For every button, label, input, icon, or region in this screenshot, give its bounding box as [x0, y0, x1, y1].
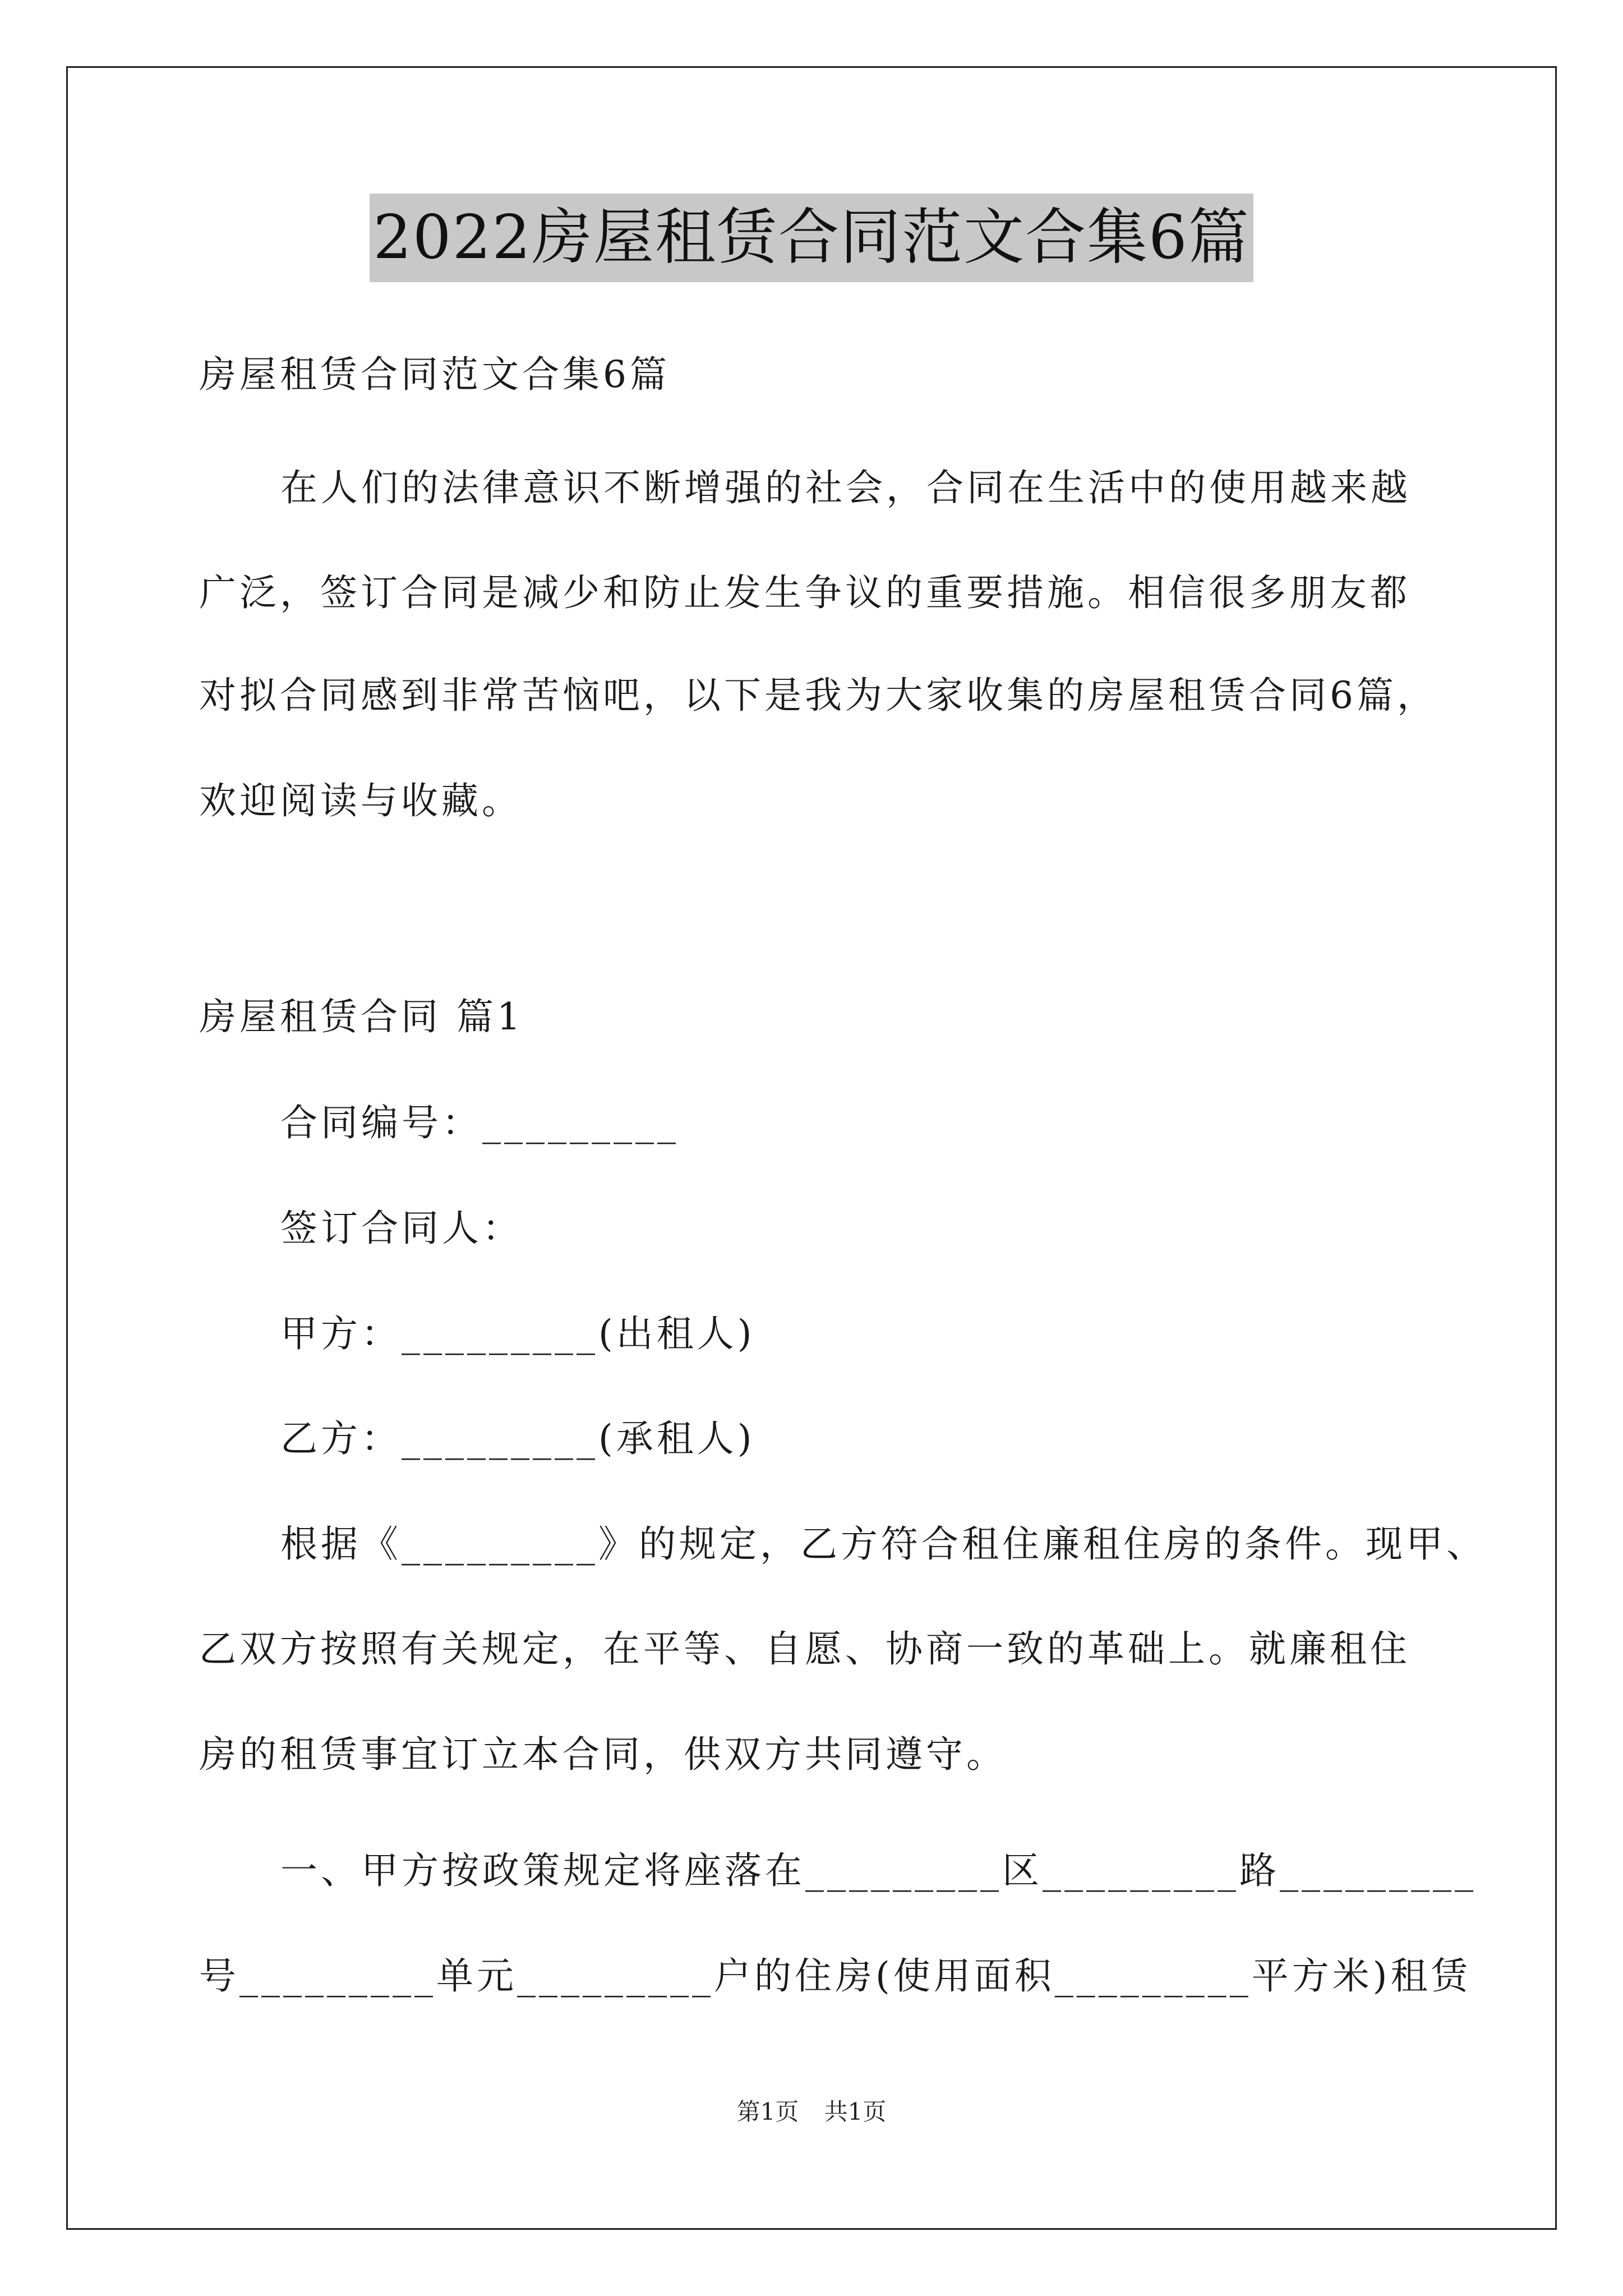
document-subtitle: 房屋租赁合同范文合集6篇 — [199, 353, 670, 396]
party-a: 甲方：_________(出租人) — [280, 1312, 755, 1355]
basis-line-1: 根据《_________》的规定，乙方符合租住廉租住房的条件。现甲、 — [280, 1522, 1487, 1566]
clause-one-line-1: 一、甲方按政策规定将座落在_________区_________路_________ — [280, 1849, 1477, 1892]
intro-line-3: 对拟合同感到非常苦恼吧，以下是我为大家收集的房屋租赁合同6篇， — [199, 674, 1437, 717]
clause-one-line-2: 号_________单元_________户的住房(使用面积_________平方米)租赁 — [199, 1954, 1472, 1998]
intro-line-2: 广泛，签订合同是减少和防止发生争议的重要措施。相信很多朋友都 — [199, 571, 1410, 614]
document-title: 2022房屋租赁合同范文合集6篇 — [370, 194, 1253, 282]
intro-line-1: 在人们的法律意识不断增强的社会，合同在生活中的使用越来越 — [280, 466, 1411, 509]
contract-number: 合同编号：_________ — [280, 1101, 679, 1144]
basis-line-2: 乙双方按照有关规定，在平等、自愿、协商一致的革础上。就廉租住 — [199, 1627, 1410, 1671]
section-heading: 房屋租赁合同 篇1 — [199, 995, 524, 1038]
page-total: 共1页 — [824, 2098, 887, 2125]
title-container — [0, 194, 1623, 282]
party-b: 乙方：_________(承租人) — [280, 1417, 755, 1460]
signing-parties: 签订合同人： — [280, 1207, 523, 1250]
intro-line-4: 欢迎阅读与收藏。 — [199, 779, 522, 822]
page-number: 第1页 — [736, 2098, 799, 2125]
basis-line-3: 房的租赁事宜订立本合同，供双方共同遵守。 — [199, 1733, 1007, 1776]
page-footer — [0, 2095, 1623, 2129]
